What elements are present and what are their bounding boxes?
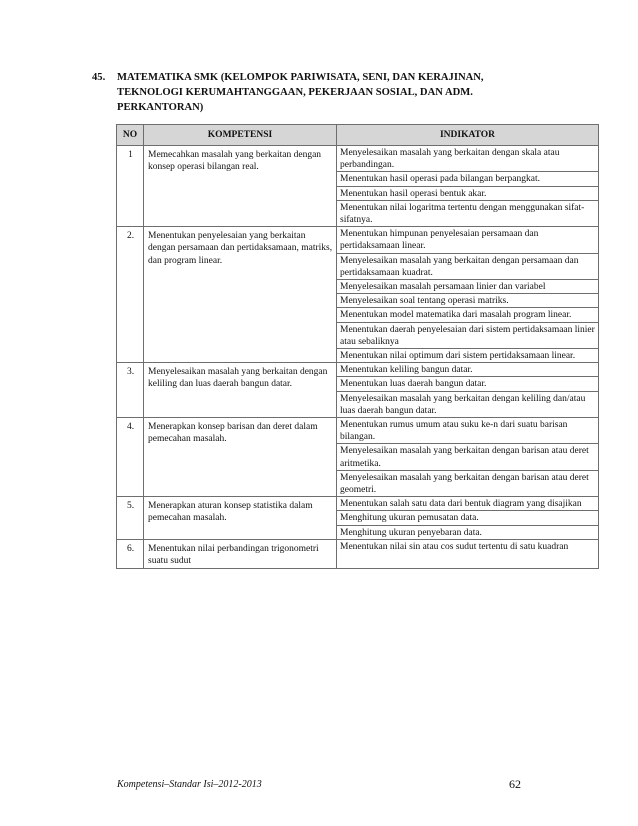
- indikator-cell: Menentukan himpunan penyelesaian persamaan dan pertidaksamaan linear.: [337, 227, 599, 253]
- page-number: 62: [509, 777, 521, 791]
- table-header-row: [117, 125, 599, 146]
- kompetensi-cell: Menerapkan aturan konsep statistika dalam pemecahan masalah.: [144, 497, 337, 540]
- table-row: [117, 497, 599, 511]
- section-number: 45.: [92, 72, 106, 83]
- indikator-cell: Menentukan luas daerah bangun datar.: [337, 377, 599, 391]
- indikator-cell: Menentukan nilai optimum dari sistem pertidaksamaan linear.: [337, 349, 599, 363]
- indikator-cell: Menentukan rumus umum atau suku ke-n dari suatu barisan bilangan.: [337, 418, 599, 444]
- section-title-line: TEKNOLOGI KERUMAHTANGGAAN, PEKERJAAN SOSIAL, DAN ADM.: [117, 87, 473, 98]
- table-row: [117, 418, 599, 444]
- table-row: [117, 539, 599, 568]
- row-number: 6.: [117, 539, 144, 568]
- kompetensi-cell: Menentukan penyelesaian yang berkaitan dengan persamaan dan pertidaksamaan, matriks, dan program linear.: [144, 227, 337, 363]
- indikator-cell: Menyelesaikan masalah yang berkaitan dengan skala atau perbandingan.: [337, 146, 599, 172]
- header-indikator: INDIKATOR: [337, 125, 599, 146]
- indikator-cell: Menyelesaikan soal tentang operasi matriks.: [337, 294, 599, 308]
- table-row: [117, 363, 599, 377]
- section-title-line: MATEMATIKA SMK (KELOMPOK PARIWISATA, SENI, DAN KERAJINAN,: [117, 72, 484, 83]
- table-row: [117, 146, 599, 172]
- indikator-cell: Menentukan hasil operasi pada bilangan berpangkat.: [337, 172, 599, 186]
- header-no: NO: [117, 125, 144, 146]
- indikator-cell: Menghitung ukuran pemusatan data.: [337, 511, 599, 525]
- row-number: 5.: [117, 497, 144, 540]
- indikator-cell: Menyelesaikan masalah persamaan linier dan variabel: [337, 280, 599, 294]
- indikator-cell: Menentukan salah satu data dari bentuk diagram yang disajikan: [337, 497, 599, 511]
- indikator-cell: Menentukan daerah penyelesaian dari sistem pertidaksamaan linier atau sebaliknya: [337, 322, 599, 348]
- kompetensi-cell: Menerapkan konsep barisan dan deret dalam pemecahan masalah.: [144, 418, 337, 497]
- indikator-cell: Menyelesaikan masalah yang berkaitan dengan barisan atau deret aritmetika.: [337, 444, 599, 470]
- indikator-cell: Menentukan nilai sin atau cos sudut tertentu di satu kuadran: [337, 539, 599, 568]
- indikator-cell: Menentukan keliling bangun datar.: [337, 363, 599, 377]
- header-kompetensi: KOMPETENSI: [144, 125, 337, 146]
- footer-source: Kompetensi–Standar Isi–2012-2013: [117, 779, 262, 790]
- indikator-cell: Menyelesaikan masalah yang berkaitan dengan keliling dan/atau luas daerah bangun datar.: [337, 391, 599, 417]
- kompetensi-cell: Menentukan nilai perbandingan trigonometri suatu sudut: [144, 539, 337, 568]
- section-title-line: PERKANTORAN): [117, 102, 204, 113]
- row-number: 2.: [117, 227, 144, 363]
- row-number: 1: [117, 146, 144, 227]
- indikator-cell: Menyelesaikan masalah yang berkaitan dengan barisan atau deret geometri.: [337, 470, 599, 496]
- indikator-cell: Menyelesaikan masalah yang berkaitan dengan persamaan dan pertidaksamaan kuadrat.: [337, 253, 599, 279]
- row-number: 4.: [117, 418, 144, 497]
- competency-table: [116, 124, 599, 569]
- kompetensi-cell: Menyelesaikan masalah yang berkaitan dengan keliling dan luas daerah bangun datar.: [144, 363, 337, 418]
- indikator-cell: Menentukan hasil operasi bentuk akar.: [337, 186, 599, 200]
- table-row: [117, 227, 599, 253]
- kompetensi-cell: Memecahkan masalah yang berkaitan dengan konsep operasi bilangan real.: [144, 146, 337, 227]
- indikator-cell: Menghitung ukuran penyebaran data.: [337, 525, 599, 539]
- indikator-cell: Menentukan model matematika dari masalah program linear.: [337, 308, 599, 322]
- section-heading: [92, 70, 562, 115]
- row-number: 3.: [117, 363, 144, 418]
- indikator-cell: Menentukan nilai logaritma tertentu dengan menggunakan sifat-sifatnya.: [337, 200, 599, 226]
